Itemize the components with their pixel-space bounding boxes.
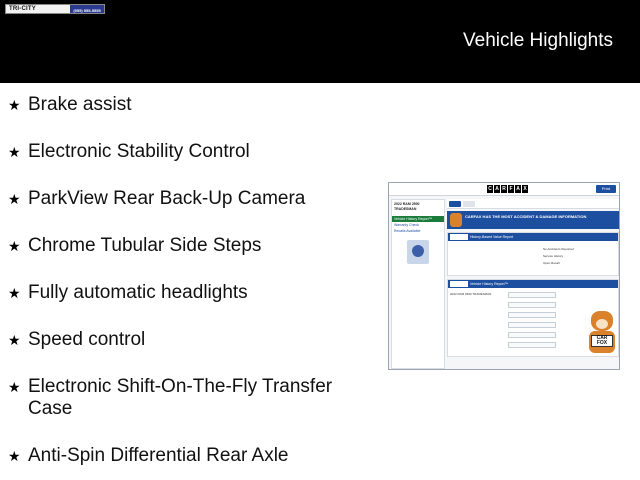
feature-item [8,445,368,467]
feature-label: Electronic Stability Control [28,141,250,162]
feature-item [8,141,368,163]
mascot-sign: CAR FOX [591,335,613,347]
star-icon: ★ [8,191,21,207]
carfax-history-bar-label: Vehicle History Report™ [470,282,509,286]
carfax-value-bar-label: History-Based Value Report [470,235,514,239]
fox-face [596,319,608,329]
carfax-logo-letter: R [502,186,506,192]
carfax-vehicle-title: 2022 RAM 2500 TRADESMAN [394,202,420,211]
carfax-value-section [447,232,619,276]
dealer-logo-phone: (555) 555-5555 [70,5,104,14]
feature-label: ParkView Rear Back-Up Camera [28,188,306,209]
carfax-nav-item[interactable]: Recalls Available [394,229,421,233]
star-icon: ★ [8,238,21,254]
carfax-sidebar [391,199,445,369]
star-icon: ★ [8,379,21,395]
carfax-history-vehicle: 2022 RAM 2500 TRADESMAN [450,292,492,296]
feature-item [8,188,368,210]
carfox-mascot-icon [587,311,617,355]
carfax-banner-text: CARFAX HAS THE MOST ACCIDENT & DAMAGE INFORMATION [465,214,587,219]
feature-label: Anti-Spin Differential Rear Axle [28,445,289,466]
carfax-history-row [508,342,556,348]
fox-icon [450,213,462,227]
star-icon: ★ [8,285,21,301]
carfax-logo-letter: A [495,186,499,192]
feature-list [8,94,368,467]
feature-item [8,235,368,257]
carfax-history-row [508,302,556,308]
carfax-logo-letter: F [509,186,513,192]
carfax-logo [487,185,529,193]
carfax-history-row [508,292,556,298]
star-icon: ★ [8,448,21,464]
star-icon: ★ [8,97,21,113]
carfax-mini-logo [450,281,468,287]
header-bar [0,0,640,83]
carfax-value-badge [407,240,429,264]
feature-label: Speed control [28,329,146,350]
carfax-banner [447,211,619,229]
carfax-print-button[interactable]: Print [596,185,616,193]
carfax-tabs [447,199,619,209]
carfax-tab[interactable] [463,201,475,207]
page-title: Vehicle Highlights [463,30,613,51]
feature-item [8,376,368,420]
feature-item [8,94,368,116]
carfax-report-thumbnail[interactable] [388,182,620,370]
carfax-value-row: No Accidents Reported [543,247,574,251]
carfax-history-bar [448,280,618,288]
feature-label: Chrome Tubular Side Steps [28,235,262,256]
carfax-logo-letter: C [488,186,492,192]
carfax-value-bar [448,233,618,241]
feature-label: Brake assist [28,94,132,115]
carfax-value-row: Open Recall [543,261,560,265]
carfax-history-row [508,322,556,328]
carfax-mini-logo [450,234,468,240]
carfax-nav-item[interactable]: Warranty Check [394,223,419,227]
feature-item [8,329,368,351]
carfax-topbar [389,183,619,196]
carfax-tab[interactable] [449,201,461,207]
carfax-logo-letter: X [523,186,527,192]
carfax-history-row [508,332,556,338]
dealer-logo[interactable] [5,4,105,14]
star-icon: ★ [8,332,21,348]
feature-label: Electronic Shift-On-The-Fly Transfer Case [28,376,333,419]
carfax-value-row: Service History [543,254,564,258]
feature-item [8,282,368,304]
feature-label: Fully automatic headlights [28,282,248,303]
carfax-nav-active[interactable]: Vehicle History Report™ [392,216,444,222]
carfax-logo-letter: A [516,186,520,192]
dealer-logo-text: TRI-CITY [9,6,36,12]
carfax-history-row [508,312,556,318]
star-icon: ★ [8,144,21,160]
